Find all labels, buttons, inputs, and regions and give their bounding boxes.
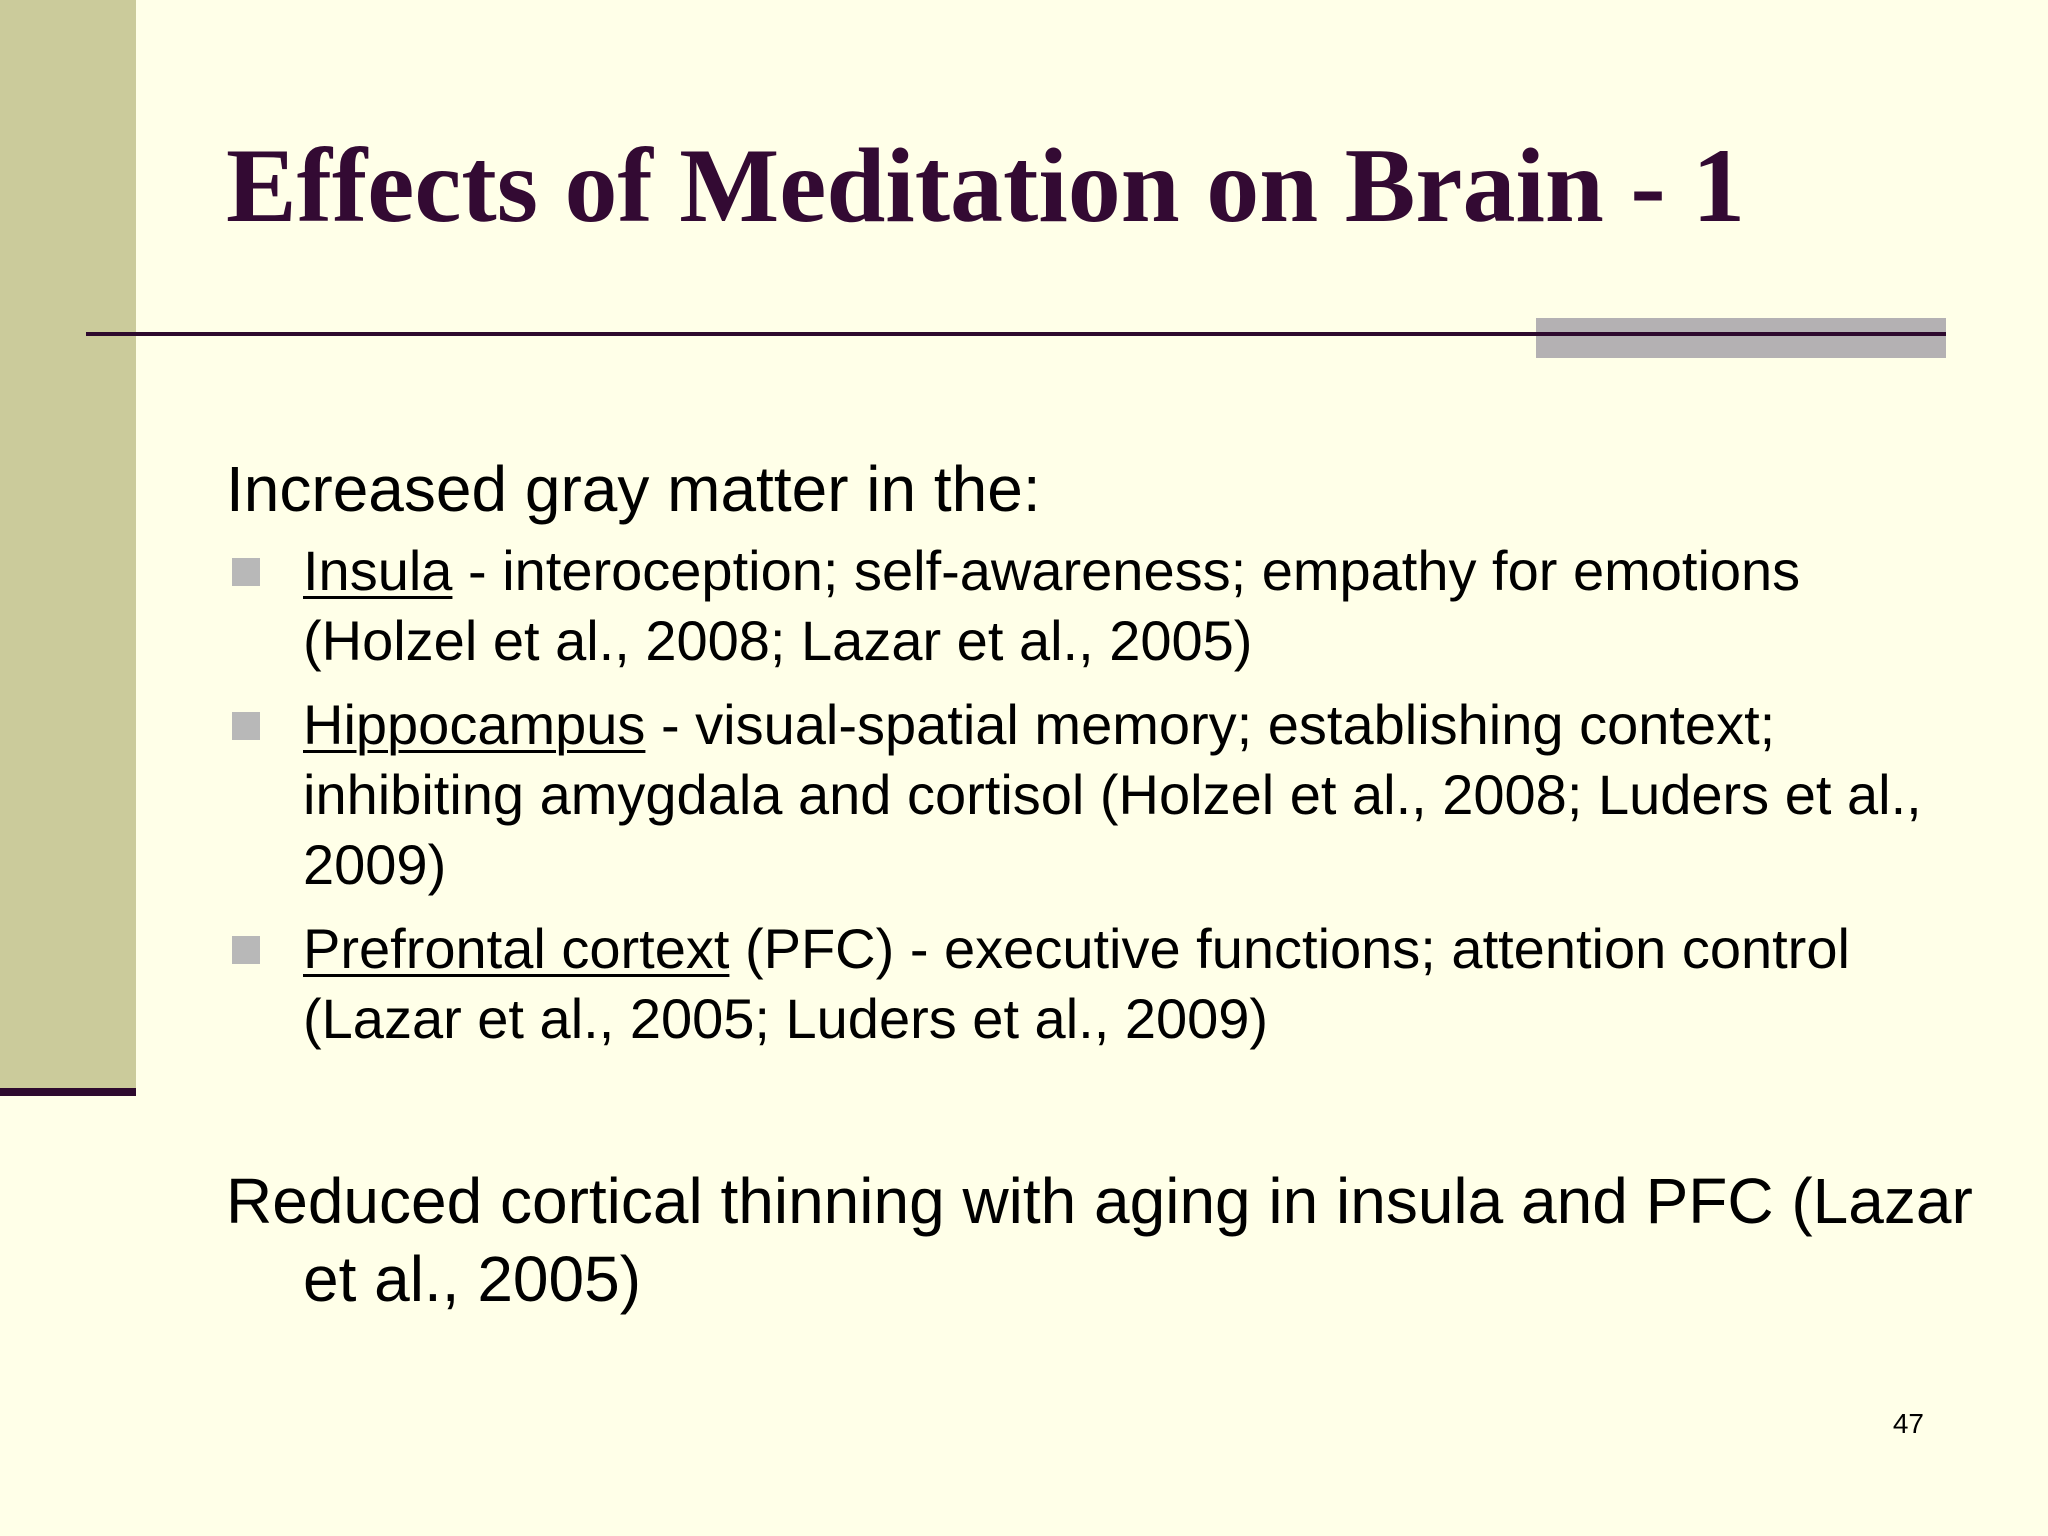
bullet-prefrontal-cortex	[226, 914, 1946, 1054]
bullet-term: Insula	[303, 539, 453, 602]
slide-content	[226, 450, 1973, 1318]
title-rule-accent	[1536, 318, 1946, 358]
left-accent-bar-base	[0, 1088, 136, 1096]
bullet-term: Prefrontal cortext	[303, 917, 730, 980]
bullet-hippocampus	[226, 690, 1946, 900]
square-bullet-icon	[232, 558, 260, 586]
gray-matter-heading: Increased gray matter in the:	[226, 453, 1041, 525]
bullet-insula	[226, 536, 1946, 676]
cortical-thinning-statement: Reduced cortical thinning with aging in insula and PFC (Lazar et al., 2005)	[226, 1165, 1973, 1315]
bullet-list	[226, 536, 1946, 1054]
bullet-term: Hippocampus	[303, 693, 646, 756]
square-bullet-icon	[232, 936, 260, 964]
title-rule-accent-line	[1536, 332, 1946, 336]
square-bullet-icon	[232, 712, 260, 740]
page-number: 47	[1892, 1408, 1924, 1439]
bullet-text: - visual-spatial memory; establishing context; inhibiting amygdala and cortisol (Holzel et al., 2008; Luders et al., 2009)	[303, 693, 1922, 896]
slide-title: Effects of Meditation on Brain - 1	[226, 127, 1746, 244]
left-accent-bar	[0, 0, 136, 1090]
bullet-text: (PFC) - executive functions; attention control (Lazar et al., 2005; Luders et al., 2009)	[303, 917, 1850, 1050]
bullet-text: - interoception; self-awareness; empathy for emotions (Holzel et al., 2008; Lazar et al., 2005)	[303, 539, 1801, 672]
